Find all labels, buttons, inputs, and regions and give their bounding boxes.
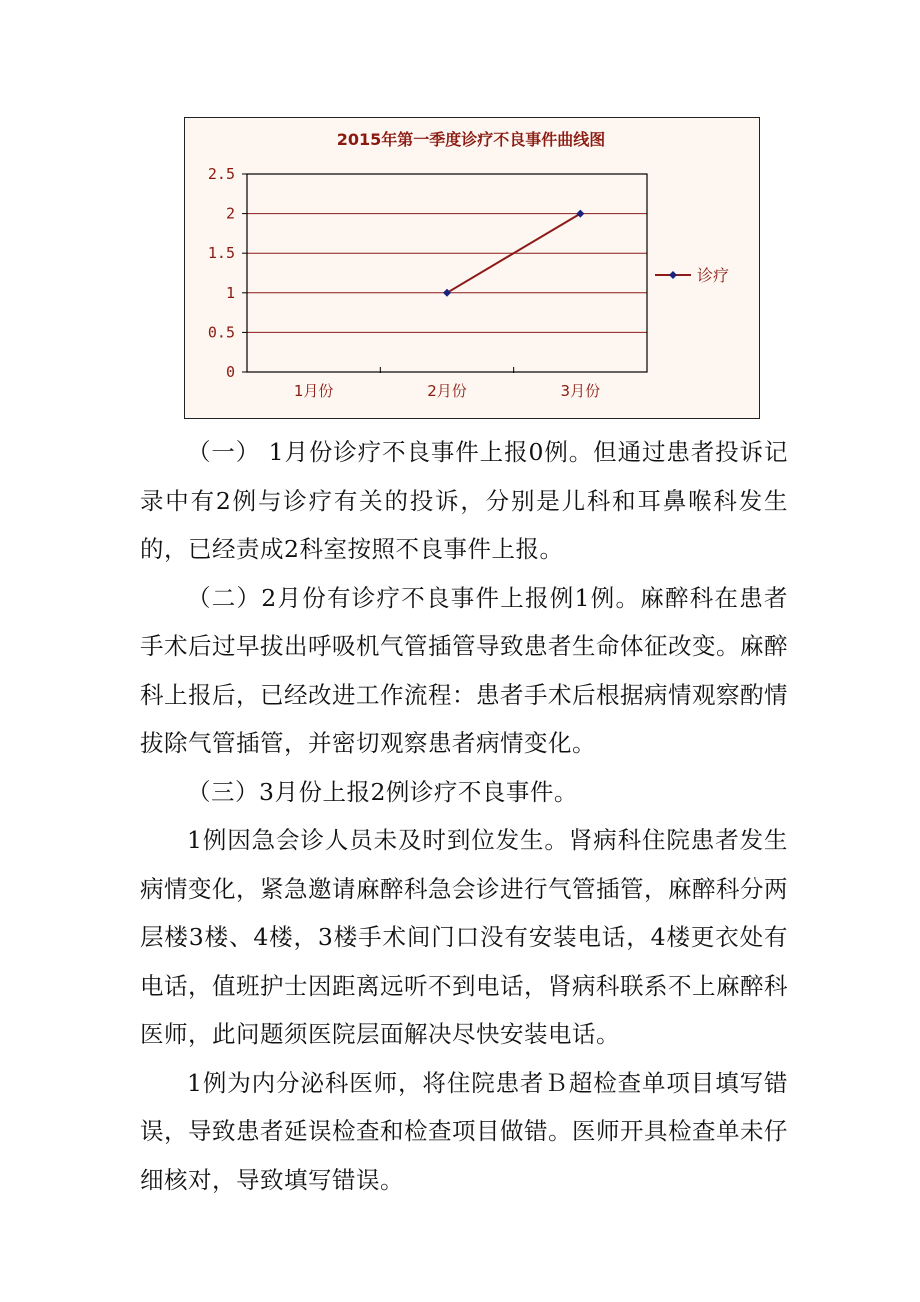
y-tick-label: 0 bbox=[225, 363, 235, 381]
y-tick-label: 1 bbox=[225, 283, 235, 302]
paragraph-1: （一） 1月份诊疗不良事件上报0例。但通过患者投诉记录中有2例与诊疗有关的投诉，分别是儿科和耳鼻喉科发生的，已经责成2科室按照不良事件上报。 bbox=[140, 438, 788, 563]
legend-marker bbox=[669, 271, 677, 279]
y-tick-label: 2.5 bbox=[207, 165, 235, 183]
paragraph-2: （二）2月份有诊疗不良事件上报例1例。麻醉科在患者手术后过早拔出呼吸机气管插管导致患者生命体征改变。麻醉科上报后，已经改进工作流程：患者手术后根据病情观察酌情拔除气管插管，并密切观察患者病情变化。 bbox=[140, 583, 788, 757]
x-tick-label: 1月份 bbox=[293, 382, 334, 400]
document-body bbox=[140, 428, 788, 1204]
y-tick-label: 1.5 bbox=[207, 244, 235, 263]
plot-area-border bbox=[247, 174, 647, 372]
legend-label: 诊疗 bbox=[697, 266, 730, 285]
paragraph-5: 1例为内分泌科医师，将住院患者Ｂ超检查单项目填写错误，导致患者延误检查和检查项目做错。医师开具检查单未仔细核对，导致填写错误。 bbox=[140, 1068, 788, 1194]
x-tick-label: 2月份 bbox=[427, 382, 467, 400]
paragraph-4: 1例因急会诊人员未及时到位发生。肾病科住院患者发生病情变化，紧急邀请麻醉科急会诊进行气管插管，麻醉科分两层楼3楼、4楼，3楼手术间门口没有安装电话，4楼更衣处有电话，值班护士因距离远听不到电话，肾病科联系不上麻醉科医师，此问题须医院层面解决尽快安装电话。 bbox=[140, 826, 788, 1048]
paragraph-3: （三）3月份上报2例诊疗不良事件。 bbox=[187, 777, 578, 806]
y-tick-label: 0.5 bbox=[207, 323, 235, 342]
x-tick-label: 3月份 bbox=[560, 382, 601, 400]
y-tick-label: 2 bbox=[225, 204, 235, 223]
chart-title: 2015年第一季度诊疗不良事件曲线图 bbox=[336, 130, 606, 149]
chart-frame bbox=[184, 117, 760, 419]
line-chart bbox=[185, 118, 759, 418]
